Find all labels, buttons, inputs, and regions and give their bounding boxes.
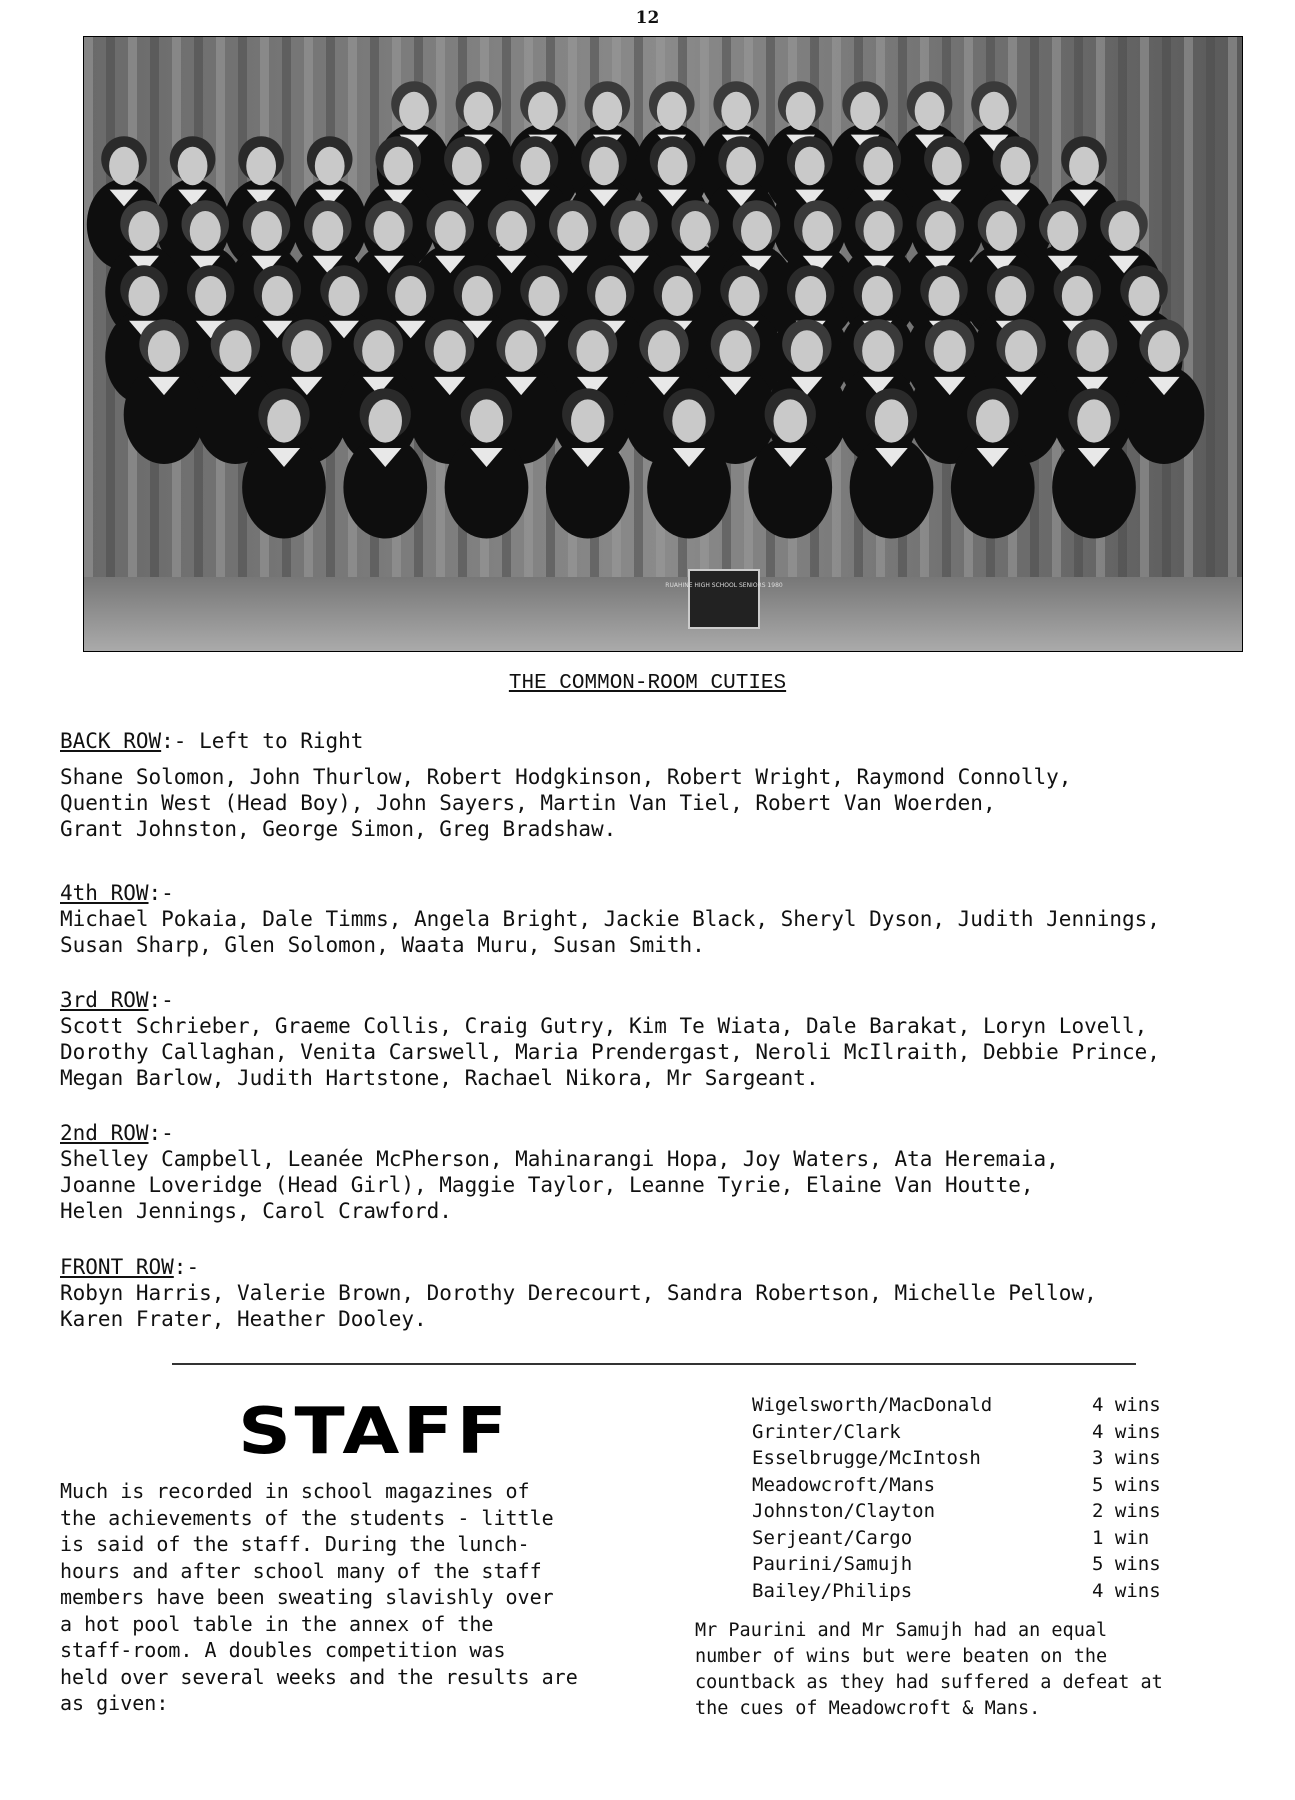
result-pair: Grinter/Clark <box>752 1420 901 1443</box>
fourth-row-block <box>60 880 1260 958</box>
result-wins: 4 wins <box>1092 1394 1161 1416</box>
person-face <box>219 330 251 372</box>
person-face <box>435 211 466 251</box>
person-face <box>571 399 604 442</box>
person-face <box>932 147 962 185</box>
results-footnote: Mr Paurini and Mr Samujh had an equal number of wins but were beaten on the countback as they had suffered a defeat at the cues of Meadowcroft & Mans. <box>695 1620 1163 1719</box>
person-face <box>595 276 626 316</box>
person-face <box>267 399 300 442</box>
person-face <box>470 399 503 442</box>
row-suffix: :- Left to Right <box>161 729 364 753</box>
person-face <box>312 211 343 251</box>
result-row <box>752 1525 1192 1552</box>
person-face <box>786 92 816 130</box>
row-heading <box>60 880 1260 906</box>
person-face <box>929 276 960 316</box>
staff-heading: STAFF <box>238 1395 511 1469</box>
person-face <box>1109 211 1140 251</box>
curtain-fold <box>1206 37 1215 577</box>
person-face <box>462 276 493 316</box>
person-face <box>721 92 751 130</box>
result-row <box>752 1392 1192 1419</box>
person-face <box>383 147 413 185</box>
person-face <box>496 211 527 251</box>
result-pair: Paurini/Samujh <box>752 1553 913 1575</box>
person-face <box>862 276 893 316</box>
person-face <box>795 276 826 316</box>
result-row <box>752 1498 1192 1525</box>
person-face <box>995 276 1026 316</box>
person-face <box>925 211 956 251</box>
person-face <box>329 276 360 316</box>
person-face <box>979 92 1009 130</box>
person-face <box>1001 147 1031 185</box>
person-face <box>395 276 426 316</box>
third-row-block <box>60 987 1260 1091</box>
person-face <box>434 330 466 372</box>
person-face <box>505 330 537 372</box>
row-suffix: :- <box>148 988 174 1012</box>
person-face <box>129 211 160 251</box>
row-names: Shelley Campbell, Leanée McPherson, Mahinarangi Hopa, Joy Waters, Ata Heremaia, Joanne Loveridge (Head Girl), Maggie Taylor, Leanne Tyrie, Elaine Van Houtte, Helen Jennings, Carol Crawford. <box>60 1147 1059 1223</box>
pool-results-list <box>752 1392 1192 1604</box>
result-wins: 2 wins <box>1092 1500 1161 1522</box>
result-wins: 1 win <box>1092 1526 1150 1549</box>
result-row <box>752 1472 1192 1499</box>
person-face <box>529 276 560 316</box>
row-heading <box>60 987 1260 1013</box>
person-face <box>1077 399 1110 442</box>
row-suffix: :- <box>148 1121 174 1145</box>
person-face <box>658 147 688 185</box>
person-face <box>109 147 139 185</box>
person-face <box>726 147 756 185</box>
person-face <box>1047 211 1078 251</box>
person-face <box>374 211 405 251</box>
section-divider <box>172 1363 1136 1365</box>
result-wins: 5 wins <box>1092 1473 1161 1496</box>
person-face <box>791 330 823 372</box>
person-face <box>934 330 966 372</box>
row-label: BACK ROW <box>60 729 162 753</box>
person-face <box>521 147 551 185</box>
person-face <box>129 276 160 316</box>
curtain-fold <box>1162 37 1171 577</box>
person-face <box>863 147 893 185</box>
person-face <box>178 147 208 185</box>
person-face <box>1148 330 1180 372</box>
person-face <box>619 211 650 251</box>
person-face <box>589 147 619 185</box>
person-face <box>662 276 693 316</box>
row-heading <box>60 1120 1260 1146</box>
group-photo-image <box>84 37 1242 651</box>
result-wins: 3 wins <box>1092 1447 1161 1469</box>
person-face <box>369 399 402 442</box>
curtain-fold <box>1184 37 1193 577</box>
result-row <box>752 1578 1192 1605</box>
person-face <box>291 330 323 372</box>
staff-paragraph: Much is recorded in school magazines of the achievements of the students - little is said of the staff. During the lunch- hours and after school many of the staff members have been sweating slavishly over a hot pool table in the annex of the staff-room. A doubles competition was held over several weeks and the results are as given: <box>60 1479 578 1715</box>
row-names: Scott Schrieber, Graeme Collis, Craig Gutry, Kim Te Wiata, Dale Barakat, Loryn Lovell, Dorothy Callaghan, Venita Carswell, Maria Prendergast, Neroli McIlraith, Debbie Prince, Megan Barlow, Judith Hartstone, Rachael Nikora, Mr Sargeant. <box>60 1014 1160 1090</box>
row-suffix: :- <box>148 881 174 905</box>
person-face <box>399 92 429 130</box>
result-wins: 4 wins <box>1092 1420 1161 1443</box>
person-face <box>251 211 282 251</box>
person-face <box>875 399 908 442</box>
result-pair: Esselbrugge/McIntosh <box>752 1447 981 1469</box>
person-face <box>1005 330 1037 372</box>
result-pair: Wigelsworth/MacDonald <box>752 1394 993 1416</box>
person-face <box>864 211 895 251</box>
row-label: 2nd ROW <box>60 1121 149 1145</box>
signboard-text: RUAHINE HIGH SCHOOL SENIORS 1980 <box>665 582 783 589</box>
group-photo <box>83 36 1243 652</box>
row-heading <box>60 1254 1260 1280</box>
person-face <box>795 147 825 185</box>
row-names: Michael Pokaia, Dale Timms, Angela Bright, Jackie Black, Sheryl Dyson, Judith Jennings, Susan Sharp, Glen Solomon, Waata Muru, Susan Smith. <box>60 907 1160 957</box>
person-face <box>850 92 880 130</box>
person-face <box>862 330 894 372</box>
person-face <box>190 211 221 251</box>
person-face <box>680 211 711 251</box>
person-face <box>528 92 558 130</box>
person-face <box>195 276 226 316</box>
person-face <box>774 399 807 442</box>
person-face <box>648 330 680 372</box>
person-face <box>315 147 345 185</box>
person-face <box>1129 276 1160 316</box>
result-wins: 5 wins <box>1092 1553 1161 1575</box>
person-face <box>1076 330 1108 372</box>
person-face <box>741 211 772 251</box>
person-face <box>464 92 494 130</box>
person-face <box>976 399 1009 442</box>
person-face <box>452 147 482 185</box>
result-wins: 4 wins <box>1092 1579 1161 1602</box>
result-pair: Meadowcroft/Mans <box>752 1473 936 1496</box>
person-face <box>576 330 608 372</box>
curtain-fold <box>84 37 93 577</box>
row-label: FRONT ROW <box>60 1255 174 1279</box>
person-face <box>729 276 760 316</box>
row-names: Robyn Harris, Valerie Brown, Dorothy Derecourt, Sandra Robertson, Michelle Pellow, Karen Frater, Heather Dooley. <box>60 1281 1097 1331</box>
result-row <box>752 1419 1192 1446</box>
person-face <box>915 92 945 130</box>
person-face <box>262 276 293 316</box>
person-face <box>1062 276 1093 316</box>
curtain-fold <box>1228 37 1237 577</box>
person-face <box>657 92 687 130</box>
front-row-block <box>60 1254 1260 1332</box>
second-row-block <box>60 1120 1260 1224</box>
person-face <box>1069 147 1099 185</box>
row-names: Shane Solomon, John Thurlow, Robert Hodgkinson, Robert Wright, Raymond Connolly, Quentin West (Head Boy), John Sayers, Martin Van Tiel, Robert Van Woerden, Grant Johnston, George Simon, Greg Bradshaw. <box>60 765 1072 841</box>
signboard <box>689 570 759 628</box>
back-row-block <box>60 728 1260 842</box>
person-face <box>246 147 276 185</box>
person-face <box>557 211 588 251</box>
result-pair: Bailey/Philips <box>752 1579 913 1602</box>
row-label: 4th ROW <box>60 881 149 905</box>
photo-caption: THE COMMON-ROOM CUTIES <box>508 672 787 695</box>
result-pair: Serjeant/Cargo <box>752 1526 913 1549</box>
row-suffix: :- <box>173 1255 200 1279</box>
person-face <box>802 211 833 251</box>
result-pair: Johnston/Clayton <box>752 1500 936 1522</box>
person-face <box>672 399 705 442</box>
person-face <box>986 211 1017 251</box>
row-heading <box>60 728 1260 754</box>
result-row <box>752 1445 1192 1472</box>
person-face <box>148 330 180 372</box>
person-face <box>592 92 622 130</box>
result-row <box>752 1551 1192 1578</box>
page-number: 12 <box>635 8 660 28</box>
person-face <box>719 330 751 372</box>
person-face <box>362 330 394 372</box>
row-label: 3rd ROW <box>60 988 149 1012</box>
